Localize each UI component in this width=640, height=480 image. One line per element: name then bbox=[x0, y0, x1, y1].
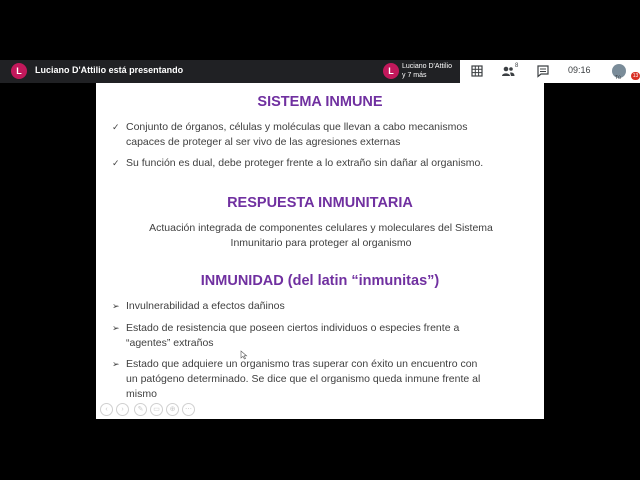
slides-view-button[interactable] bbox=[150, 403, 163, 416]
participant-tile[interactable] bbox=[381, 60, 458, 83]
arrow-bullet-icon: ➢ bbox=[112, 323, 120, 333]
participant-name-line2: y 7 más bbox=[402, 72, 427, 79]
slide-heading-respuesta-inmunitaria: RESPUESTA INMUNITARIA bbox=[227, 195, 413, 211]
self-label: Tú bbox=[615, 75, 621, 81]
presenter-avatar: L bbox=[11, 63, 27, 79]
bullet-text: mismo bbox=[126, 388, 157, 400]
mouse-cursor-icon bbox=[240, 350, 248, 360]
meeting-top-bar bbox=[0, 60, 640, 83]
clock: 09:16 bbox=[568, 65, 591, 75]
bullet-item bbox=[112, 357, 522, 402]
people-button[interactable] bbox=[500, 63, 524, 79]
bullet-text: Estado que adquiere un organismo tras superar con éxito un encuentro con bbox=[126, 358, 478, 370]
bullet-item bbox=[112, 156, 522, 171]
zoom-button[interactable] bbox=[166, 403, 179, 416]
bullet-item bbox=[112, 120, 522, 150]
layout-grid-button[interactable] bbox=[468, 63, 486, 79]
people-count: 8 bbox=[515, 63, 519, 69]
bullet-item bbox=[112, 321, 522, 351]
bullet-text: capaces de proteger al ser vivo de las agresiones externas bbox=[126, 136, 401, 148]
definition-line: Inmunitario para proteger al organismo bbox=[230, 237, 412, 249]
check-icon: ✓ bbox=[112, 122, 120, 132]
participant-avatar: L bbox=[383, 63, 399, 79]
arrow-bullet-icon: ➢ bbox=[112, 301, 120, 311]
next-slide-button[interactable] bbox=[116, 403, 129, 416]
pen-icon: ✎ bbox=[137, 406, 144, 413]
pen-tool-button[interactable] bbox=[134, 403, 147, 416]
participant-name bbox=[402, 62, 452, 80]
chat-button[interactable] bbox=[534, 63, 552, 79]
bullet-item bbox=[112, 299, 522, 314]
slides-icon: ▭ bbox=[153, 406, 160, 413]
arrow-bullet-icon: ➢ bbox=[112, 359, 120, 369]
chevron-left-icon: ‹ bbox=[105, 406, 108, 413]
notification-badge: 13 bbox=[632, 73, 639, 79]
people-icon bbox=[500, 63, 519, 79]
chevron-right-icon: › bbox=[121, 406, 124, 413]
bullet-text: un patógeno determinado. Se dice que el organismo queda inmune frente al bbox=[126, 373, 481, 385]
more-options-button[interactable] bbox=[182, 403, 195, 416]
slide-heading-inmunidad: INMUNIDAD (del latin “inmunitas”) bbox=[200, 273, 440, 289]
previous-slide-button[interactable] bbox=[100, 403, 113, 416]
grid-icon bbox=[468, 63, 486, 79]
chat-icon bbox=[534, 63, 552, 79]
bullet-text: Invulnerabilidad a efectos dañinos bbox=[126, 300, 285, 312]
bullet-text: Su función es dual, debe proteger frente a lo extraño sin dañar al organismo. bbox=[126, 157, 484, 169]
presentation-slide bbox=[96, 83, 544, 419]
bullet-text: “agentes” extraños bbox=[126, 337, 214, 349]
participant-name-line1: Luciano D'Attilio bbox=[402, 63, 452, 70]
zoom-icon: ⊕ bbox=[169, 406, 176, 413]
definition-line: Actuación integrada de componentes celulares y moleculares del Sistema bbox=[149, 222, 493, 234]
presenting-status: Luciano D'Attilio está presentando bbox=[35, 65, 184, 75]
definition-text bbox=[126, 221, 516, 251]
check-icon: ✓ bbox=[112, 158, 120, 168]
bullet-text: Conjunto de órganos, células y moléculas que llevan a cabo mecanismos bbox=[126, 121, 468, 133]
slide-heading-sistema-inmune: SISTEMA INMUNE bbox=[257, 94, 383, 110]
bullet-text: Estado de resistencia que poseen ciertos individuos o especies frente a bbox=[126, 322, 460, 334]
more-icon: ⋯ bbox=[185, 406, 192, 413]
